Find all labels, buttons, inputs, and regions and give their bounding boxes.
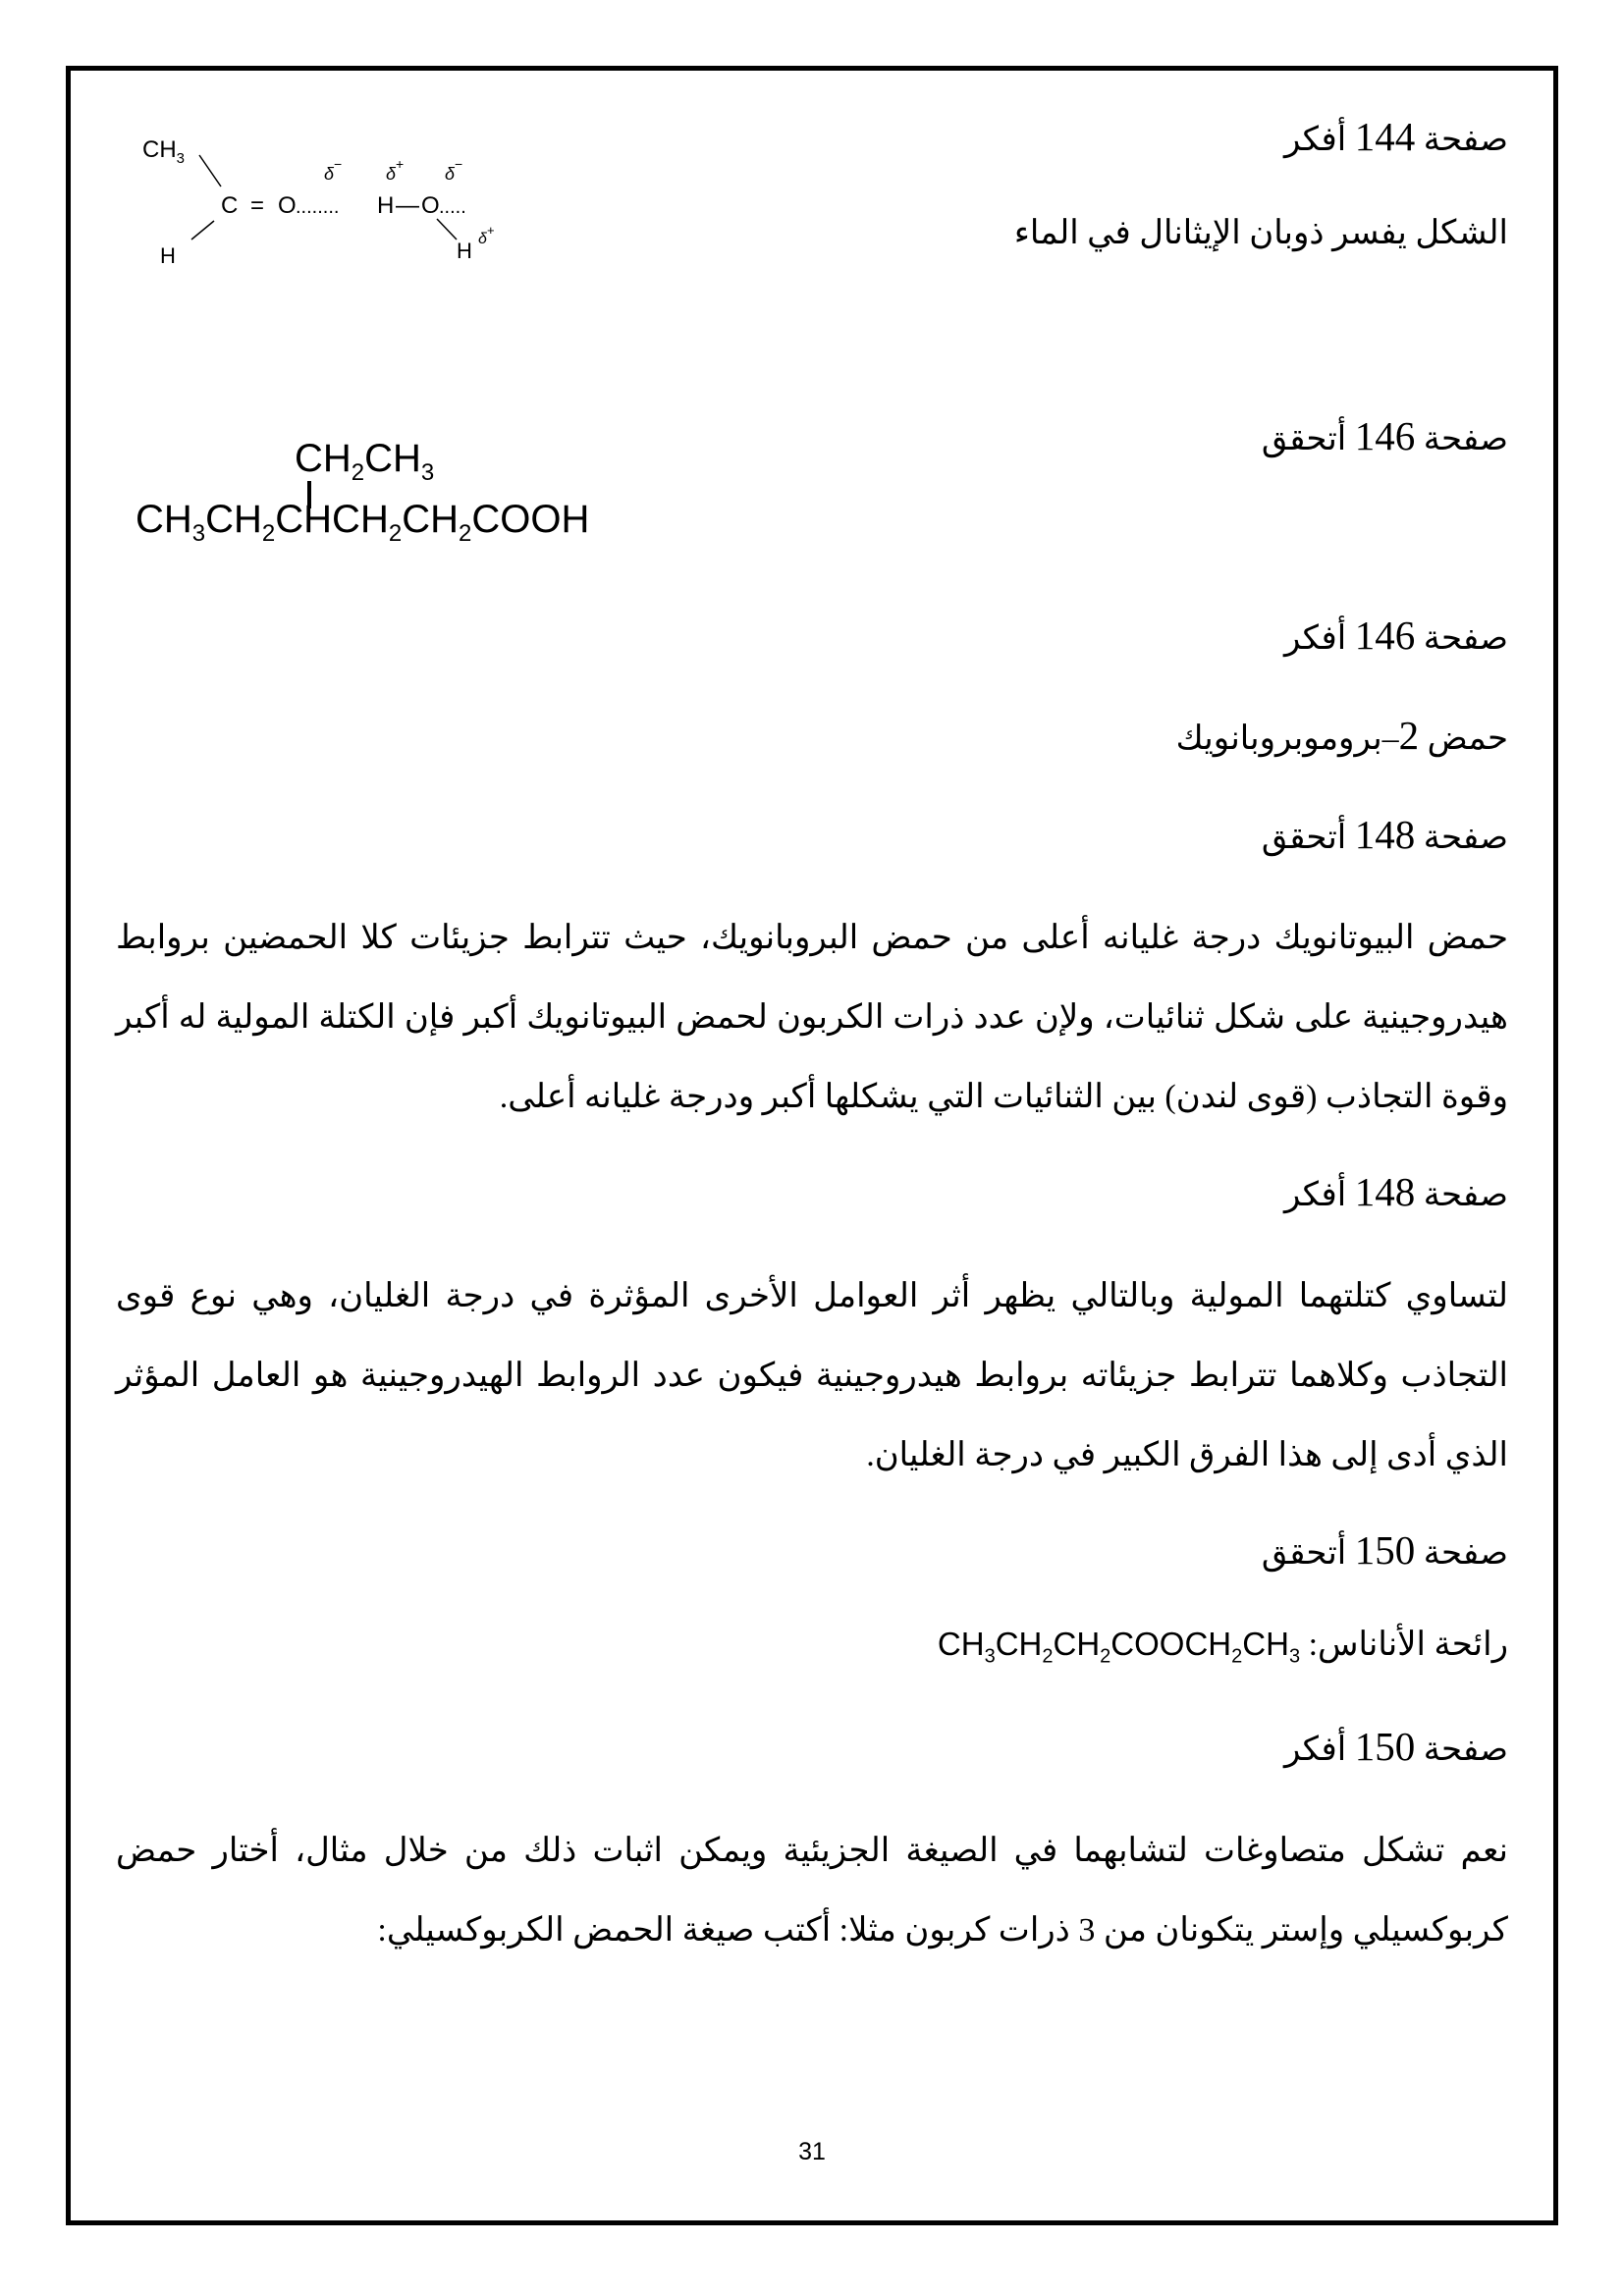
answer-bromopropanoic: حمض 2–بروموبروبانويك [1175,713,1508,758]
paragraph-butanoic-boiling: حمض البيوتانويك درجة غليانه أعلى من حمض البروبانويك، حيث تترابط جزيئات كلا الحمضين بروابط هيدروجينية على شكل ثنائيات، ولإن عدد ذرات الكربون لحمض البيوتانويك أكبر فإن الكتلة المولية له أكبر وقوة التجاذب (قوى لندن) بين الثنائيات التي يشكلها أكبر ودرجة غليانه أعلى. [116,920,1508,1115]
carbon-label: C [221,192,239,219]
heading-146-check: صفحة 146 أتحقق [1261,413,1508,458]
branch-ethyl: $CH_2CH_3$ [295,437,435,486]
heading-146-think: صفحة 146 أفكر [1284,613,1508,658]
explanation-ethanal-solubility: الشكل يفسر ذوبان الإيثانال في الماء [1013,215,1508,251]
paragraph-equal-molar-mass: لتساوي كتلتهما المولية وبالتالي يظهر أثر العوامل الأخرى المؤثرة في درجة الغليان، وهي نوع قوى التجاذب وكلاهما تترابط جزيئاته بروابط هيدروجينية فيكون عدد الروابط الهيدروجينية هو العامل المؤثر الذي أدى إلى هذا الفرق الكبير في درجة الغليان. [116,1278,1508,1473]
svg-text:−: − [334,156,343,172]
paragraph-isomers: نعم تشكل متصاوغات لتشابهما في الصيغة الجزيئية ويمكن اثبات ذلك من خلال مثال، أختار حمض كربوكسيلي وإستر يتكونان من 3 ذرات كربون مثلا: أكتب صيغة الحمض الكربوكسيلي: [116,1833,1508,1949]
page-number: 31 [798,2138,826,2165]
hydrogen-label-low-2: H [457,239,472,263]
svg-text:−: − [455,156,463,172]
svg-text:δ: δ [386,164,397,184]
heading-148-think: صفحة 148 أفكر [1284,1169,1508,1214]
svg-text:.....: ..... [439,196,466,218]
oxygen-label-2: O [421,192,440,219]
ester-formula: $CH_3CH_2CH_2COOCH_2CH_3$ [937,1626,1301,1668]
hydrogen-label-mid: H [377,192,395,219]
hydrogen-bond-diagram [133,128,594,275]
main-chain: $CH_3CH_2CHCH_2CH_2COOH$ [135,498,590,547]
oxygen-label-1: O [278,192,297,219]
double-bond-label: = [250,192,265,219]
structural-formula [135,437,685,555]
heading-150-think: صفحة 150 أفكر [1284,1724,1508,1769]
heading-150-check: صفحة 150 أتحقق [1261,1527,1508,1573]
hydrogen-label-low-1: H [160,243,176,268]
svg-text:+: + [396,156,405,172]
svg-text:—: — [396,192,419,219]
heading-148-check: صفحة 148 أتحقق [1261,812,1508,857]
svg-text:δ: δ [478,231,487,247]
svg-text:........: ........ [296,196,340,218]
pineapple-ester-line: رائحة الأناناس: $CH_3CH_2CH_2COOCH_2CH_3$ [937,1626,1508,1668]
svg-text:δ: δ [324,164,335,184]
heading-144-think: صفحة 144 أفكر [1284,114,1508,159]
ch3-label: $CH_3$ [142,136,186,167]
svg-text:+: + [487,223,495,238]
svg-text:δ: δ [445,164,456,184]
